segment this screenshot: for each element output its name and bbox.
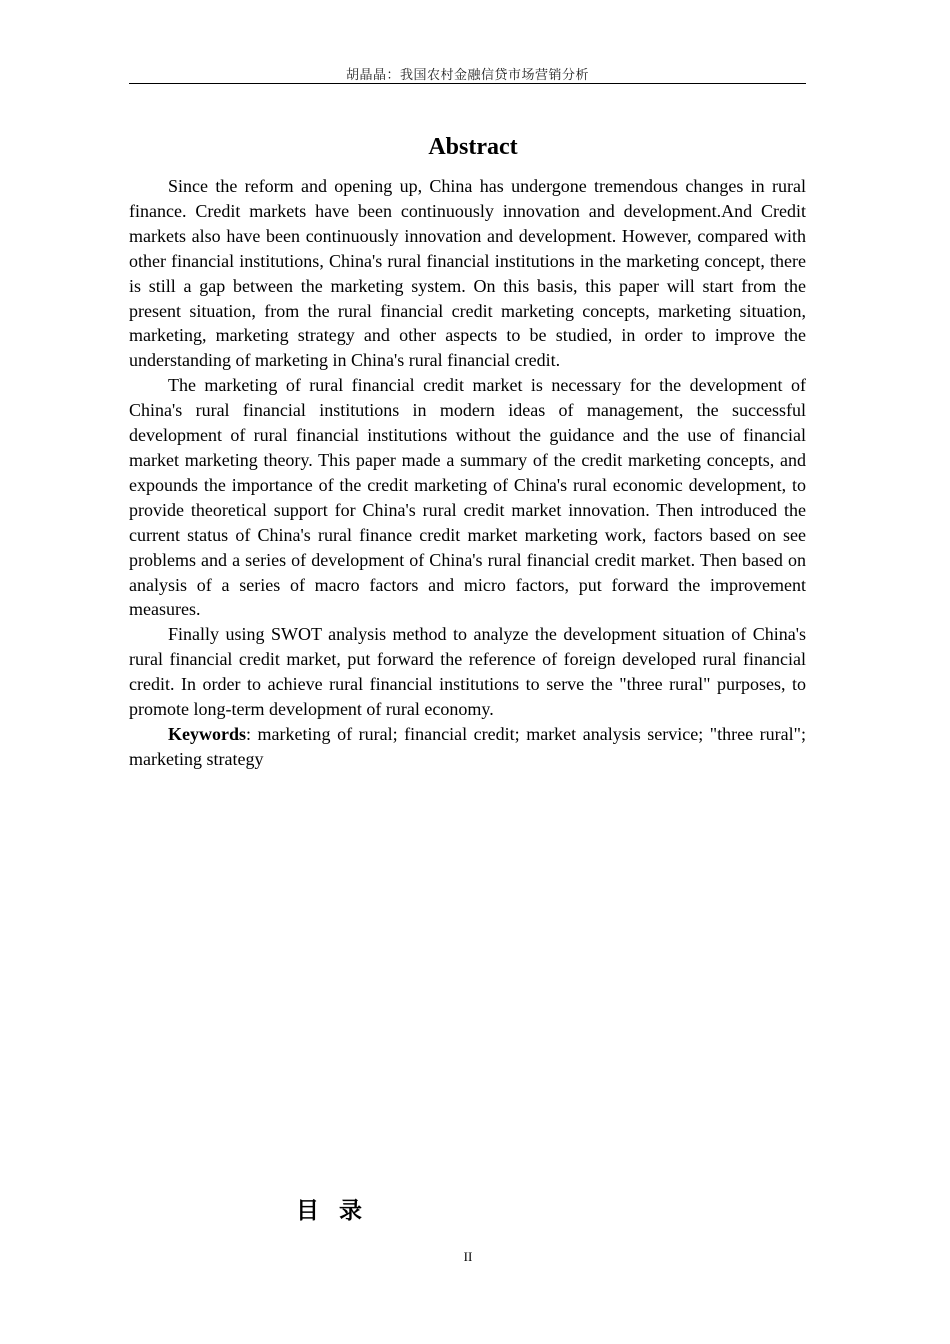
abstract-title: Abstract [428,134,518,160]
header-divider [129,83,806,84]
keywords-line [129,722,806,772]
toc-heading: 目 录 [296,1198,369,1224]
keywords-label: Keywords [168,723,246,744]
abstract-paragraph-2: The marketing of rural financial credit market is necessary for the development of China's rural financial institutions in modern ideas of management, the successful development of rural financial institutions without the guidance and the use of financial market marketing theory. This paper made a summary of the credit marketing concepts, and expounds the importance of the credit marketing of China's rural economic development, to provide theoretical support for China's rural credit market innovation. Then introduced the current status of China's rural finance credit market marketing work, factors based on see problems and a series of development of China's rural financial credit market. Then based on analysis of a series of macro factors and micro factors, put forward the improvement measures. [129,375,806,620]
page-number: II [463,1249,473,1264]
abstract-body [129,174,806,772]
keywords-text: : marketing of rural; financial credit; market analysis service; "three rural"; marketing strategy [129,723,806,769]
running-header-title: 胡晶晶：我国农村金融信贷市场营销分析 [345,68,589,83]
abstract-paragraph-1: Since the reform and opening up, China has undergone tremendous changes in rural finance. Credit markets have been continuously innovation and development.And Credit markets also have been continuously innovation and development. However, compared with other financial institutions, China's rural financial institutions in the marketing concept, there is still a gap between the marketing system. On this basis, this paper will start from the present situation, from the rural financial credit marketing concepts, marketing situation, marketing, marketing strategy and other aspects to be studied, in order to improve the understanding of marketing in China's rural financial credit. [129,176,806,371]
abstract-paragraph-3: Finally using SWOT analysis method to analyze the development situation of China's rural financial credit market, put forward the reference of foreign developed rural financial credit. In order to achieve rural financial institutions to serve the "three rural" purposes, to promote long-term development of rural economy. [129,624,806,720]
